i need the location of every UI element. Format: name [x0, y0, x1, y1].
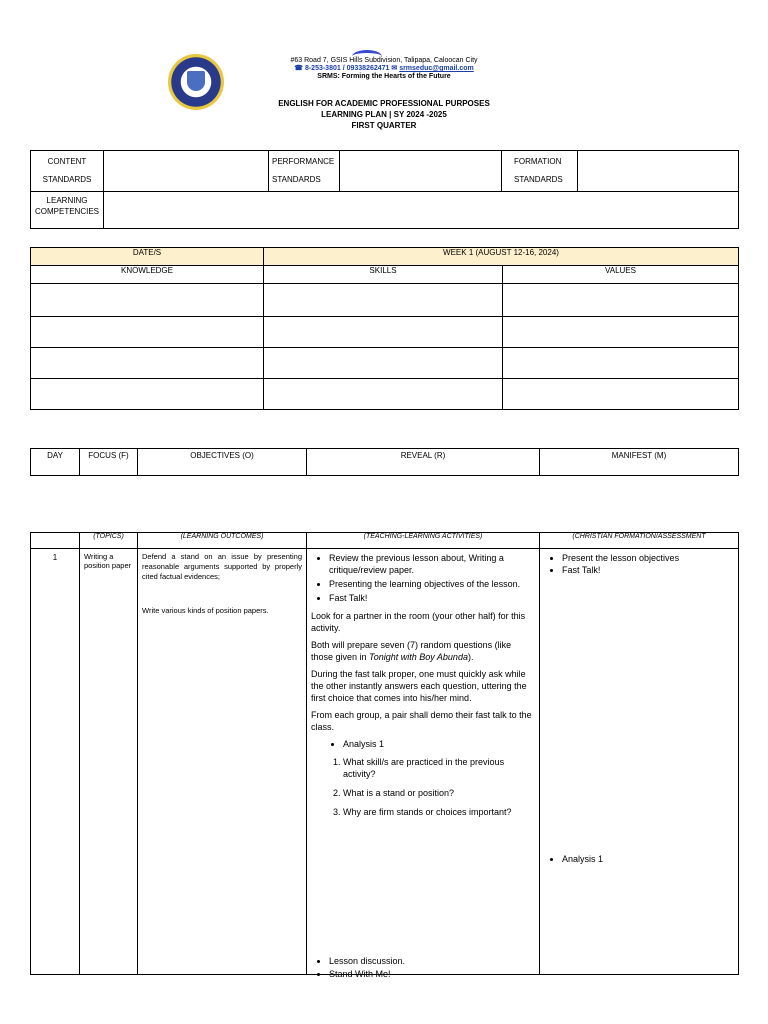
topics-subheader: (TOPICS) [80, 533, 138, 549]
topic-cell: Writing a position paper [80, 549, 138, 975]
list-item: • Analysis 1 [562, 853, 603, 865]
knowledge-cell [31, 348, 264, 379]
formation-standards-value [578, 151, 739, 192]
manifest-header: MANIFEST (M) [540, 449, 739, 476]
manifest-cell [540, 549, 739, 975]
objective-1: Defend a stand on an issue by presenting reasonable arguments supported by properly cited factual evidences; [142, 552, 302, 581]
skills-header: SKILLS [264, 266, 503, 284]
instruction-paragraph: Look for a partner in the room (your other half) for this activity. [311, 611, 526, 633]
plan-detail-table [30, 532, 739, 979]
instruction-paragraph: During the fast talk proper, one must quickly ask while the other instantly answers each question, uttering the first choice that comes into his/her mind. [311, 669, 527, 703]
objective-2: Write various kinds of position papers. [142, 606, 269, 615]
instruction-paragraph: Both will prepare seven (7) random questions (like those given in Tonight with Boy Abunda). [311, 640, 512, 662]
day-number: 1 [31, 549, 80, 975]
address: #63 Road 7, GSIS Hills Subdivision, Talipapa, Caloocan City [290, 57, 478, 64]
list-item: • Fast Talk! [562, 564, 734, 576]
objectives-cell [138, 549, 307, 975]
closing-list [311, 955, 405, 982]
knowledge-cell [31, 379, 264, 410]
formation-standards-label: FORMATION STANDARDS [502, 151, 578, 192]
values-cell [503, 284, 739, 317]
outcomes-subheader: (LEARNING OUTCOMES) [138, 533, 307, 549]
formation-subheader: (CHRISTIAN FORMATION/ASSESSMENT [540, 533, 739, 549]
contact-line [200, 65, 568, 73]
list-item: 1. What skill/s are practiced in the previous activity? [343, 756, 535, 780]
activities-subheader: (TEACHING-LEARNING ACTIVITIES) [307, 533, 540, 549]
values-cell [503, 379, 739, 410]
skills-cell [264, 317, 503, 348]
objectives-header: OBJECTIVES (O) [138, 449, 307, 476]
plan-title: LEARNING PLAN | SY 2024 -2025 [321, 110, 447, 119]
phone: ☎ 8-253-3801 / 09338262471 ✉ [294, 65, 398, 72]
week-table [30, 247, 739, 410]
skills-cell [264, 284, 503, 317]
learning-competencies-value [104, 192, 739, 229]
reveal-header: REVEAL (R) [307, 449, 540, 476]
list-item: • Analysis 1 [343, 738, 535, 750]
performance-standards-value [340, 151, 502, 192]
list-item: 2. What is a stand or position? [343, 787, 535, 799]
questions-list [311, 756, 535, 818]
performance-standards-label: PERFORMANCE STANDARDS [269, 151, 340, 192]
analysis-list [311, 738, 535, 750]
values-cell [503, 317, 739, 348]
knowledge-cell [31, 317, 264, 348]
list-item: • Review the previous lesson about, Writing a critique/review paper. [329, 552, 535, 576]
list-item: • Lesson discussion. [329, 955, 405, 967]
knowledge-header: KNOWLEDGE [31, 266, 264, 284]
week-label: WEEK 1 (AUGUST 12-16, 2024) [264, 248, 739, 266]
content-standards-label: CONTENT STANDARDS [31, 151, 104, 192]
subject-title: ENGLISH FOR ACADEMIC PROFESSIONAL PURPOSES [278, 99, 490, 108]
reveal-bullet-list [311, 552, 535, 604]
instruction-paragraph: From each group, a pair shall demo their fast talk to the class. [311, 710, 532, 732]
reveal-cell [307, 549, 540, 979]
list-item: • Presenting the learning objectives of the lesson. [329, 578, 535, 590]
skills-cell [264, 348, 503, 379]
plan-header-table [30, 448, 739, 476]
motto: SRMS: Forming the Hearts of the Future [317, 73, 451, 80]
manifest-list [544, 552, 734, 576]
manifest-analysis-list [544, 853, 603, 867]
day-header: DAY [31, 449, 80, 476]
day-subheader [31, 533, 80, 549]
list-item: 3. Why are firm stands or choices important? [343, 806, 535, 818]
skills-cell [264, 379, 503, 410]
standards-table [30, 150, 739, 229]
list-item: • Stand With Me! [329, 968, 405, 980]
values-header: VALUES [503, 266, 739, 284]
email-link[interactable]: srmseduc@gmail.com [399, 65, 474, 72]
quarter-title: FIRST QUARTER [351, 121, 417, 130]
content-standards-value [104, 151, 269, 192]
list-item: • Present the lesson objectives [562, 552, 734, 564]
list-item: • Fast Talk! [329, 592, 535, 604]
knowledge-cell [31, 284, 264, 317]
learning-competencies-label: LEARNING COMPETENCIES [31, 192, 104, 229]
dates-label: DATE/S [31, 248, 264, 266]
values-cell [503, 348, 739, 379]
focus-header: FOCUS (F) [80, 449, 138, 476]
